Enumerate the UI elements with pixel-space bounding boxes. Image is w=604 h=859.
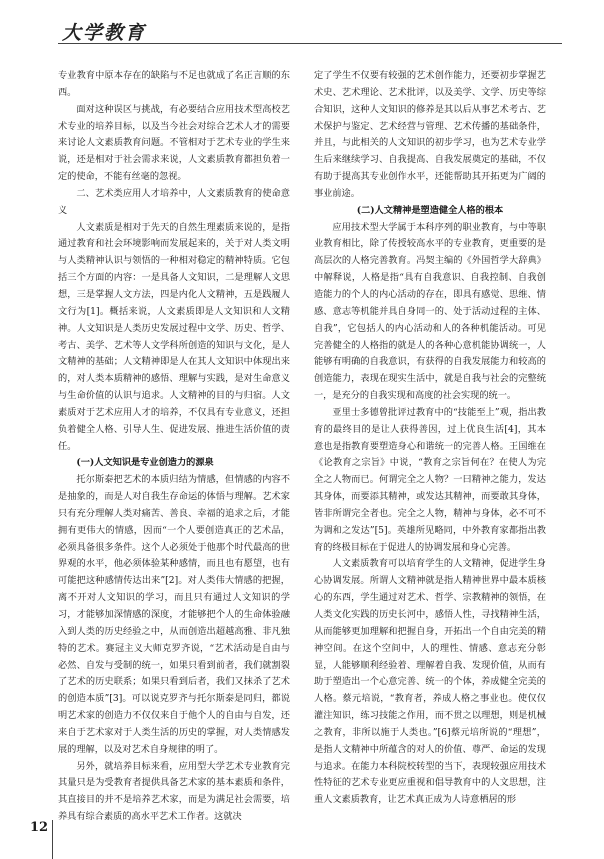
left-column xyxy=(58,68,290,826)
paragraph: 面对这种误区与挑战，有必要结合应用技术型高校艺术专业的培养目标，以及当今社会对综合艺术人才的需要来讨论人文素质教育问题。不管相对于艺术专业的学生来说，还是相对于社会需求来说，人文素质教育都担负着一定的使命，不能有丝毫的忽视。 xyxy=(58,103,290,183)
page-number: 12 xyxy=(30,820,49,835)
right-column xyxy=(314,68,546,809)
paragraph: 应用技术型大学属于本科序列的职业教育，与中等职业教育相比，除了传授较高水平的专业教育，更重要的是高层次的人格完善教育。冯契主编的《外国哲学大辞典》中解释说，人格是指“具有自我意识、自我控制、自我创造能力的个人的内心活动的存在，即具有感觉、思维、情感、意志等机能并具自身同一的、处于活动过程的主体、自我”，它包括人的内心活动和人的各种机能活动。可见完善健全的人格指的就是人的各种心意机能协调统一，人能够有明确的自我意识，有获得的自我发展能力和较高的创造能力，表现在现实生活中，就是自我与社会的完整统一，是充分的自我实现和高度的社会实现的统一。 xyxy=(314,221,546,402)
paragraph: 亚里士多德曾批评过教育中的“技能至上”观，指出教育的最终目的是让人获得善因，过上优良生活[4]，其本意也是指教育要塑造身心和谐统一的完善人格。王国维在《论教育之宗旨》中说，“教育之宗旨何在？在使人为完全之人物而已。何谓完全之人物？一曰精神之能力，发达其身体，而要添其精神，或发达其精神，而要敢其身体，皆非所谓完全者也。完全之人物，精神与身体，必不可不为调和之发达”[5]。英雄所见略同，中外教育家都指出教育的终极目标在于促进人的协调发展和身心完善。 xyxy=(314,406,546,553)
page-footer xyxy=(30,820,70,859)
subsection-heading: (二)人文精神是塑造健全人格的根本 xyxy=(356,204,504,216)
footer-rule xyxy=(52,820,53,859)
header-rule xyxy=(58,43,562,44)
paragraph: 定了学生不仅要有较强的艺术创作能力，还要初步掌握艺术史、艺术理论、艺术批评，以及美学、文学、历史等综合知识，这种人文知识的修养是其以后从事艺术考古、艺术保护与鉴定、艺术经营与管理、艺术传播的基础条件，并且，与此相关的人文知识的初步学习，也为艺术专业学生后来继续学习、自我提高、自我发展奠定的基础，不仅有助于提高其专业创作水平，还能帮助其开拓更为广阔的事业前途。 xyxy=(314,70,546,199)
paragraph: 人文素质教育可以培育学生的人文精神，促进学生身心协调发展。所谓人文精神就是指人精神世界中最本质核心的东西，学生通过对艺术、哲学、宗教精神的领悟，在人类文化实践的历史长河中，感悟人性，寻找精神生活，从而能够更加理解和把握自身，开拓出一个自由完美的精神空间。在这个空间中，人的理性、情感、意志充分彰显，人能够顺利经验着、理解着自我、发现价值，从而有助于塑造出一个心意完善、统一的个体，养成健全完美的人格。蔡元培说，“教育者，养成人格之事业也。使仅仅灌注知识，练习技能之作用，而不贯之以理想，则是机械之教育，非所以施于人类也。”[6]蔡元培所说的“理想”，是指人文精神中所蕴含的对人的价值、尊严、命运的发现与追求。在能力本科院校转型的当下，表现较强应用技术性特征的艺术专业更应重视和倡导教育中的人文思想，注重人文素质教育，让艺术真正成为人诗意栖居的形 xyxy=(314,558,546,806)
page-header xyxy=(58,14,562,44)
paragraph: 另外，就培养目标来看，应用型大学艺术专业教育完其量只是为受教育者提供具备艺术家的基本素质和条件，其直接目的并不是培养艺术家，而是为满足社会需要，培养具有综合素质的高水平艺术工作者。这就决 xyxy=(58,760,290,823)
paragraph: 托尔斯泰把艺术的本质归结为情感，但情感的内容不是抽象的，而是人对自我生存命运的体悟与理解。艺术家只有充分理解人类对痛苦、善良、幸福的追求之后，才能拥有更伟大的情感，因而“一个人要创造真正的艺术品，必须具备很多条件。这个人必须处于他那个时代最高的世界观的水平，他必须体验某种感情，而且也有愿望，也有可能把这种感情传达出来”[2]。对人类伟大情感的把握，离不开对人文知识的学习，而且只有通过人文知识的学习，才能够加深情感的深度，才能够把个人的生命体验融入到人类的历史经验之中，从而创造出超越高雅、非凡独特的艺术。赛冠主义大师克罗齐说，“艺术活动是自由与必然、自发与受制的统一，如果只看到前者，我们就割裂了艺术的历史联系；如果只看到后者，我们又抹杀了艺术的创造本质”[3]。可以说克罗齐与托尔斯泰是同归，都说明艺术家的创造力不仅仅来自于他个人的自由与自发，还来自于艺术家对于人类生活的历史的掌握，对人类情感发展的理解，以及对艺术自身规律的明了。 xyxy=(58,474,290,755)
subsection-heading: (一)人文知识是专业创造力的源泉 xyxy=(76,457,214,469)
paragraph: 人文素质是相对于先天的自然生理素质来说的，是指通过教育和社会环境影响而发展起来的，关于对人类文明与人类精神认识与领悟的一种相对稳定的精神特质。它包括三个方面的内容：一是具备人文知识，二是理解人文思想，三是掌握人文方法，四是内化人文精神，五是践履人文行为[1]。概括来说，人文素质即是人文知识和人文精神。人文知识是人类历史发展过程中文学、历史、哲学、考古、美学、艺术等人文学科所创造的知识与文化，是人文精神的基础；人文精神即是人在其人文知识中体现出来的，对人类本质精神的感悟、理解与实践，是对生命意义与生命价值的认识与追求。人文精神的目的与归宿。人文素质对于艺术应用人才的培养，不仅具有专业意义，还担负着健全人格、引导人生、促进发展、推进生活价值的责任。 xyxy=(58,221,290,452)
journal-brand: 大学教育 xyxy=(62,22,147,44)
section-heading: 二、艺术类应用人才培养中，人文素质教育的使命意义 xyxy=(58,187,290,216)
paragraph: 专业教育中原本存在的缺陷与不足也就成了名正言顺的东西。 xyxy=(58,70,290,98)
